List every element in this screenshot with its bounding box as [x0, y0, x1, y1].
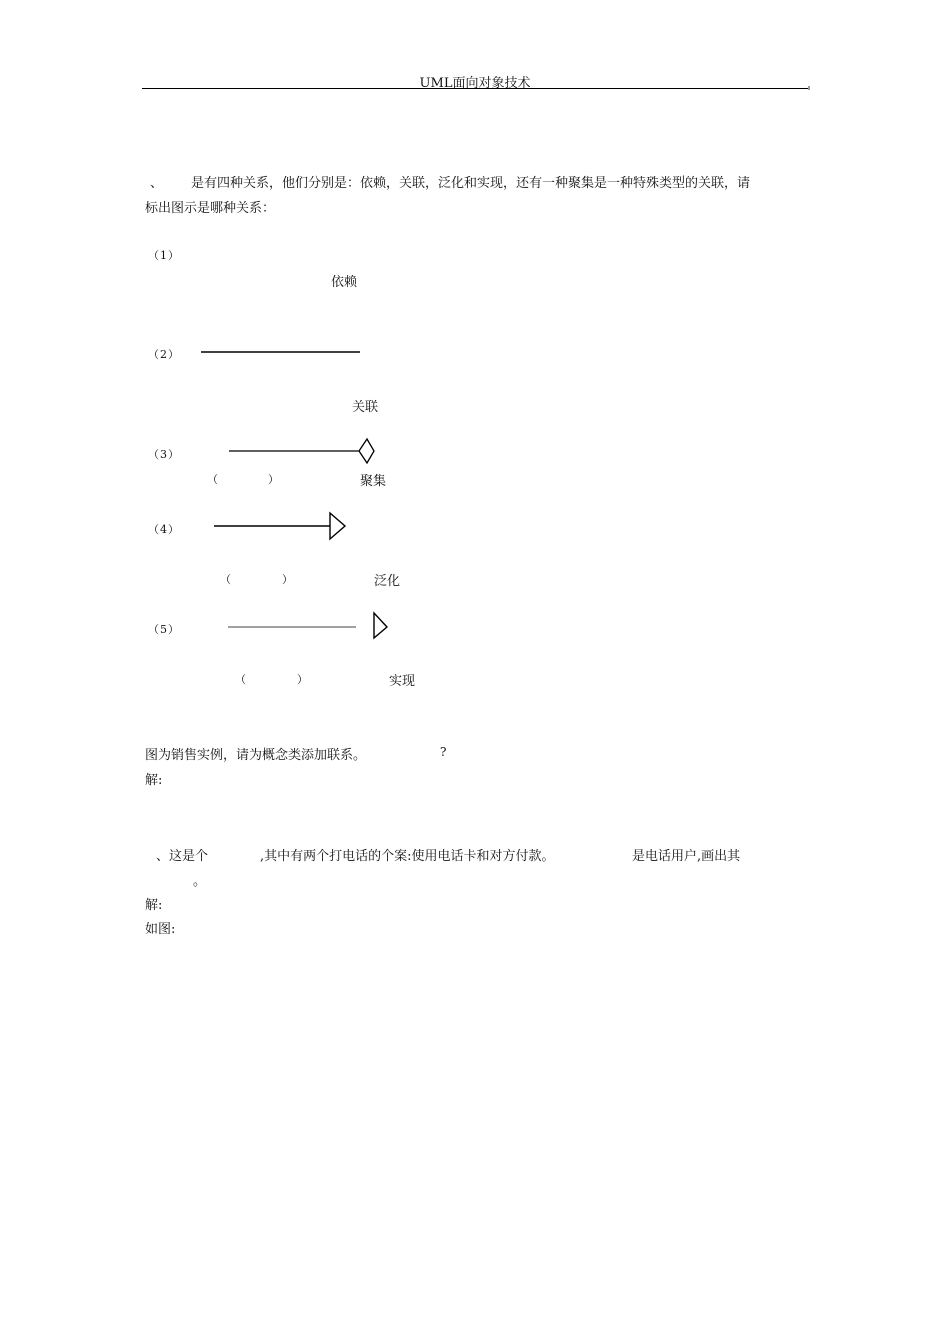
item5-paren-close: ） [297, 673, 308, 686]
association-line-symbol [200, 345, 362, 359]
page-header-title: UML面向对象技术 [419, 76, 531, 91]
item5-paren-open: （ [235, 673, 246, 686]
question3-text-c: 是电话用户,画出其 [632, 849, 741, 864]
item1-answer: 依赖 [331, 275, 358, 290]
item3-number: （3） [148, 448, 180, 461]
question3-figure-label: 如图: [145, 922, 176, 937]
header-rule [142, 88, 809, 89]
generalization-triangle-symbol [213, 512, 349, 542]
item5-answer: 实现 [389, 674, 416, 689]
question1-intro-line2: 标出图示是哪种关系： [145, 201, 276, 216]
question3-text-a: 、这是个 [156, 849, 209, 864]
question2-solution-label: 解: [145, 773, 163, 788]
item4-paren-open: （ [220, 573, 231, 586]
question3-text-b: ,其中有两个打电话的个案:使用电话卡和对方付款。 [260, 849, 555, 864]
item3-answer: 聚集 [360, 474, 387, 489]
question3-solution-label: 解: [145, 898, 163, 913]
item3-paren-open: （ [207, 473, 218, 486]
item2-answer: 关联 [352, 400, 379, 415]
item1-number: （1） [148, 249, 180, 262]
question1-intro-line1: 是有四种关系，他们分别是：依赖，关联，泛化和实现，还有一种聚集是一种特殊类型的关联，请 [191, 176, 751, 191]
aggregation-diamond-symbol [228, 436, 378, 466]
item4-number: （4） [148, 523, 180, 536]
realization-triangle-symbol [227, 611, 391, 641]
item4-paren-close: ） [282, 573, 293, 586]
question2-text: 图为销售实例，请为概念类添加联系。 [145, 748, 367, 763]
item5-number: （5） [148, 623, 180, 636]
header-rule-end-mark [808, 86, 810, 90]
item4-answer: 泛化 [374, 574, 401, 589]
question2-trailing-mark: ? [440, 745, 447, 759]
item3-paren-close: ） [268, 473, 279, 486]
question3-line2: 。 [193, 874, 207, 889]
question1-number-prefix: 、 [150, 176, 164, 191]
item2-number: （2） [148, 348, 180, 361]
